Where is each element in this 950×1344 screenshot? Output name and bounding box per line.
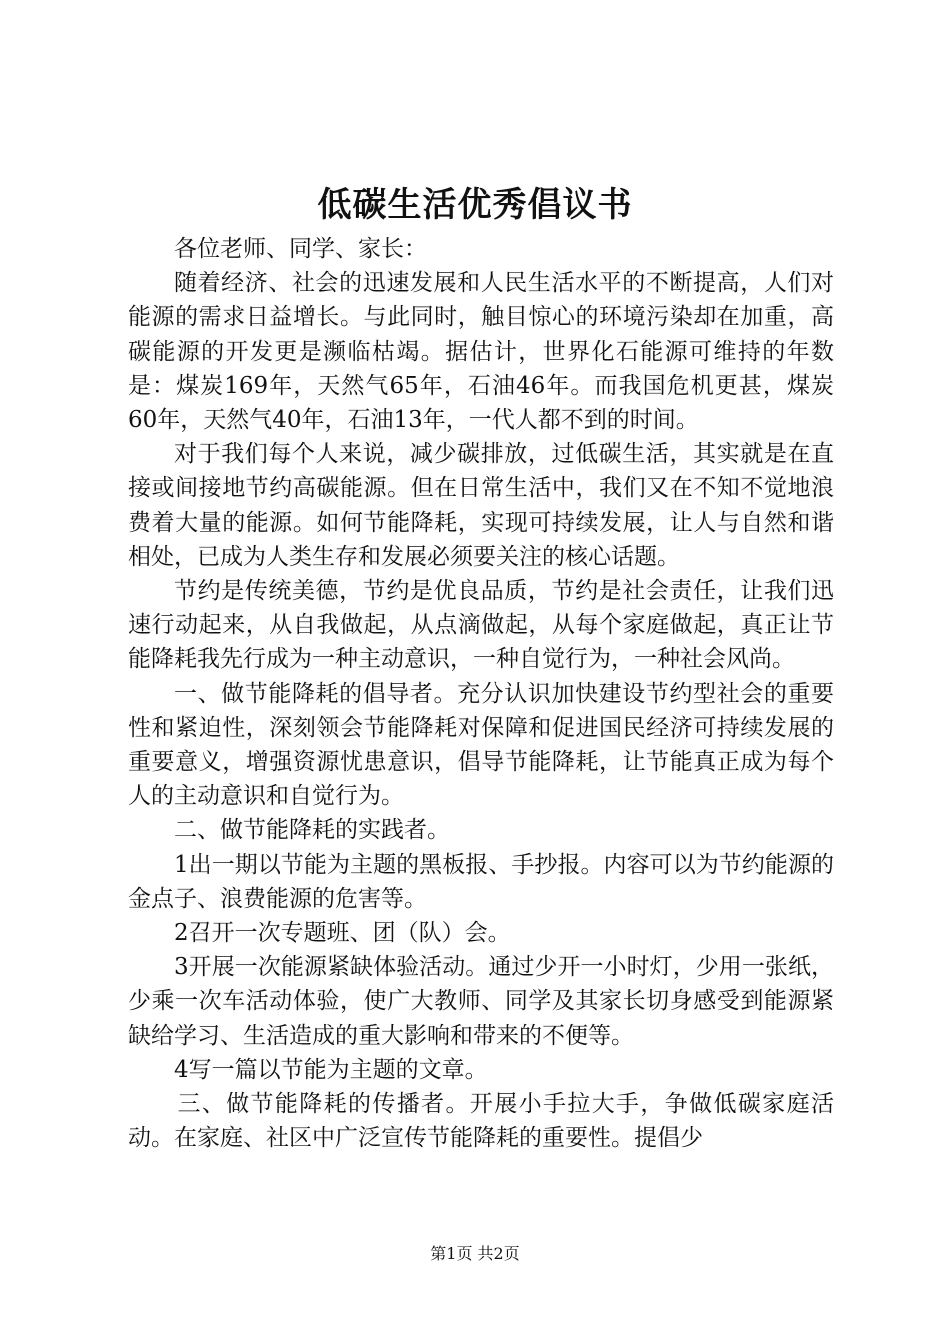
- paragraph-low-carbon: 对于我们每个人来说，减少碳排放，过低碳生活，其实就是在直接或间接地节约高碳能源。但在日常生活中，我们又在不知不觉地浪费着大量的能源。如何节能降耗，实现可持续发展，让人与自然和谐相处，已成为人类生存和发展必须要关注的核心话题。: [128, 441, 834, 570]
- document-body: [128, 232, 834, 1155]
- list-item-3: 3开展一次能源紧缺体验活动。通过少开一小时灯，少用一张纸，少乘一次车活动体验，使广大教师、同学及其家长切身感受到能源紧缺给学习、生活造成的重大影响和带来的不便等。: [128, 954, 834, 1049]
- paragraph-intro: 随着经济、社会的迅速发展和人民生活水平的不断提高，人们对能源的需求日益增长。与此同时，触目惊心的环境污染却在加重，高碳能源的开发更是濒临枯竭。据估计，世界化石能源可维持的年数是：煤炭169年，天然气65年，石油46年。而我国危机更甚，煤炭60年，天然气40年，石油13年，一代人都不到的时间。: [128, 270, 834, 434]
- list-item-1: 1出一期以节能为主题的黑板报、手抄报。内容可以为节约能源的金点子、浪费能源的危害等。: [128, 851, 834, 912]
- paragraph-section-three: 三、做节能降耗的传播者。开展小手拉大手，争做低碳家庭活动。在家庭、社区中广泛宣传节能降耗的重要性。提倡少: [128, 1091, 834, 1152]
- page-number-footer: 第1页 共2页: [430, 1244, 520, 1263]
- paragraph-section-two: 二、做节能降耗的实践者。: [174, 817, 450, 844]
- paragraph-thrift: 节约是传统美德，节约是优良品质，节约是社会责任，让我们迅速行动起来，从自我做起，从点滴做起，从每个家庭做起，真正让节能降耗我先行成为一种主动意识，一种自觉行为，一种社会风尚。: [128, 578, 834, 673]
- list-item-2: 2召开一次专题班、团（队）会。: [174, 920, 511, 947]
- list-item-4: 4写一篇以节能为主题的文章。: [174, 1056, 488, 1083]
- document-title: 低碳生活优秀倡议书: [317, 185, 633, 225]
- paragraph-section-one: 一、做节能降耗的倡导者。充分认识加快建设节约型社会的重要性和紧迫性，深刻领会节能降耗对保障和促进国民经济可持续发展的重要意义，增强资源忧患意识，倡导节能降耗，让节能真正成为每个人的主动意识和自觉行为。: [128, 680, 834, 810]
- salutation: 各位老师、同学、家长：: [174, 236, 427, 262]
